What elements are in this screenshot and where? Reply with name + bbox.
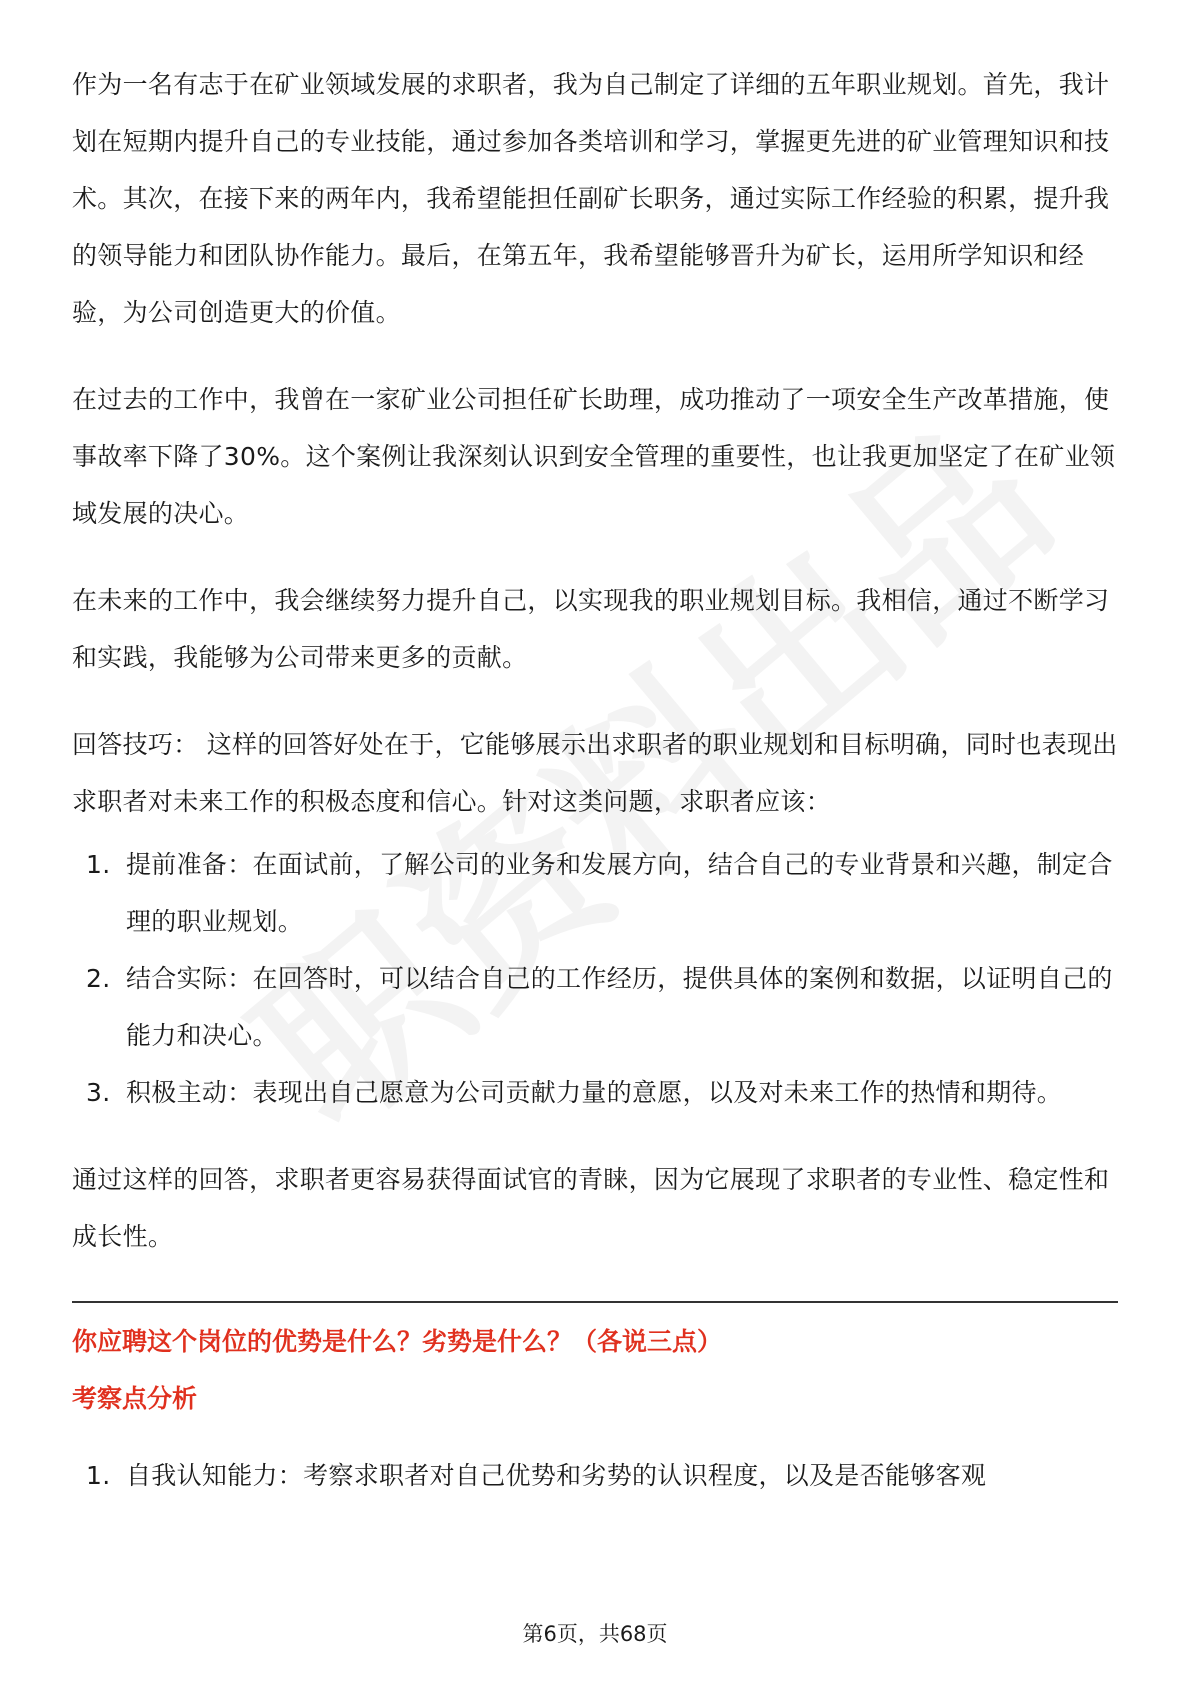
paragraph-career-plan: 作为一名有志于在矿业领域发展的求职者，我为自己制定了详细的五年职业规划。首先，我计划在短期内提升自己的专业技能，通过参加各类培训和学习，掌握更先进的矿业管理知识和技术。其次，在接下来的两年内，我希望能担任副矿长职务，通过实际工作经验的积累，提升我的领导能力和团队协作能力。最后，在第五年，我希望能够晋升为矿长，运用所学知识和经验，为公司创造更大的价值。 <box>72 70 1110 327</box>
list-item-number: 2. <box>86 964 111 993</box>
analysis-list <box>72 1447 1118 1504</box>
question-heading: 你应聘这个岗位的优势是什么？劣势是什么？（各说三点） <box>72 1327 723 1356</box>
list-item-text: 积极主动：表现出自己愿意为公司贡献力量的意愿，以及对未来工作的热情和期待。 <box>126 1078 1063 1107</box>
paragraph-conclusion: 通过这样的回答，求职者更容易获得面试官的青睐，因为它展现了求职者的专业性、稳定性和成长性。 <box>72 1165 1110 1251</box>
list-item-number: 1. <box>86 850 111 879</box>
analysis-heading: 考察点分析 <box>72 1384 198 1413</box>
list-item-text: 结合实际：在回答时，可以结合自己的工作经历，提供具体的案例和数据，以证明自己的能力和决心。 <box>126 964 1113 1050</box>
list-item-number: 3. <box>86 1078 111 1107</box>
list-item <box>72 950 1118 1064</box>
paragraph-future-work: 在未来的工作中，我会继续努力提升自己，以实现我的职业规划目标。我相信，通过不断学习和实践，我能够为公司带来更多的贡献。 <box>72 586 1110 672</box>
list-item-text: 自我认知能力：考察求职者对自己优势和劣势的认识程度，以及是否能够客观 <box>126 1461 987 1490</box>
paragraph-past-experience: 在过去的工作中，我曾在一家矿业公司担任矿长助理，成功推动了一项安全生产改革措施，使事故率下降了30%。这个案例让我深刻认识到安全管理的重要性，也让我更加坚定了在矿业领域发展的决心。 <box>72 385 1116 528</box>
list-item-text: 提前准备：在面试前，了解公司的业务和发展方向，结合自己的专业背景和兴趣，制定合理的职业规划。 <box>126 850 1113 936</box>
list-item <box>72 1064 1118 1121</box>
tips-list <box>72 836 1118 1121</box>
list-item-number: 1. <box>86 1461 111 1490</box>
list-item <box>72 1447 1118 1504</box>
list-item <box>72 836 1118 950</box>
page-number: 第6页，共68页 <box>522 1622 668 1646</box>
paragraph-answer-tips: 回答技巧： 这样的回答好处在于，它能够展示出求职者的职业规划和目标明确，同时也表现出求职者对未来工作的积极态度和信心。针对这类问题，求职者应该： <box>72 730 1118 816</box>
section-divider <box>72 1301 1118 1303</box>
page-content <box>72 56 1118 1534</box>
